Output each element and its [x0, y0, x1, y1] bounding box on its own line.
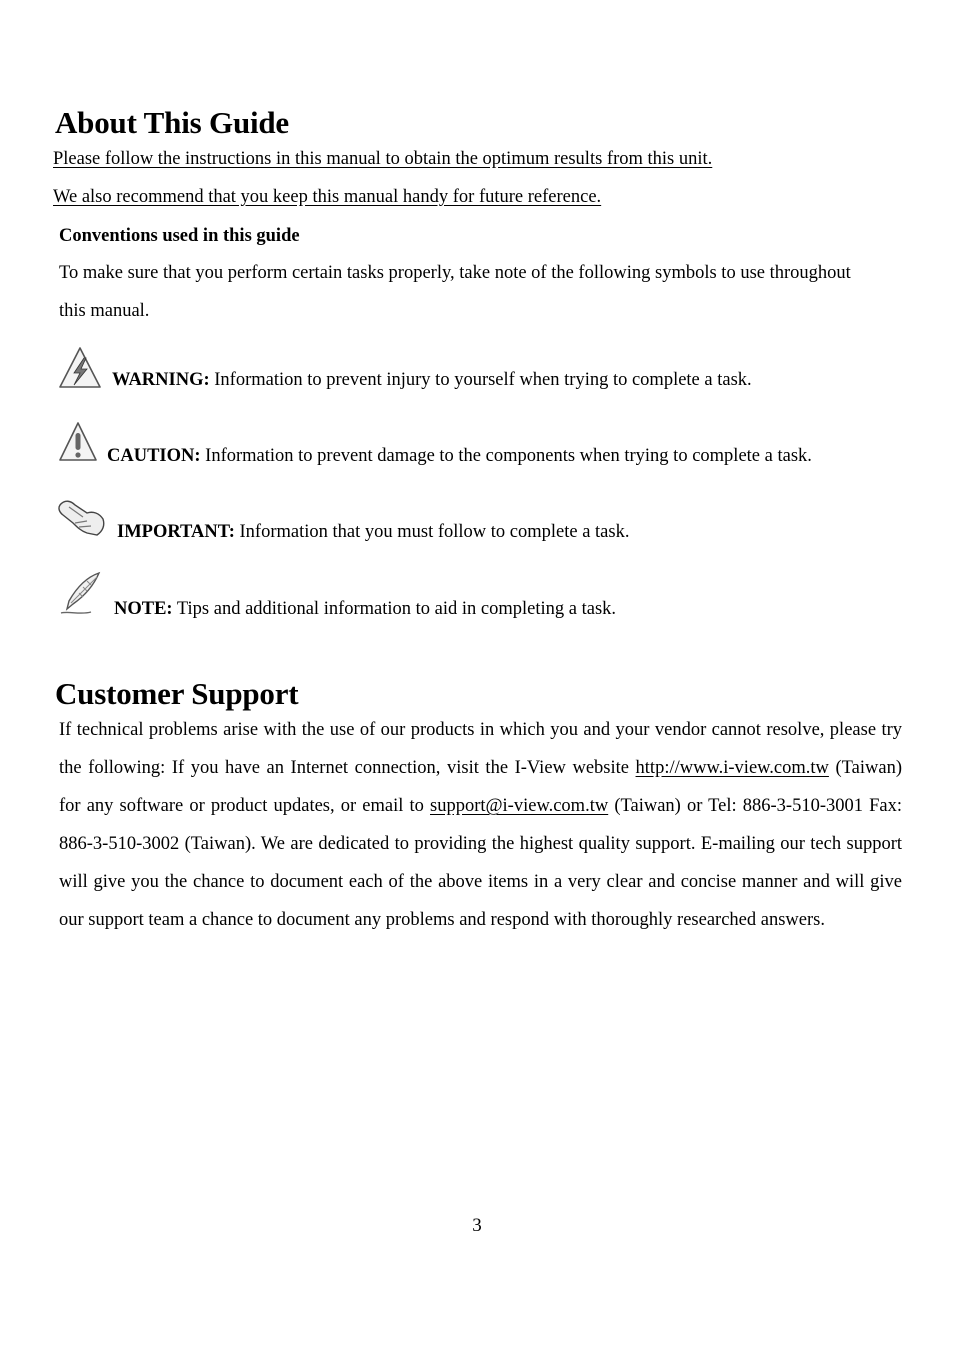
warning-lightning-icon	[57, 345, 103, 391]
warning-text: Information to prevent injury to yourself when trying to complete a task.	[209, 370, 752, 390]
intro-line-1: Please follow the instructions in this manual to obtain the optimum results from this unit.	[53, 149, 713, 169]
conventions-line-2: this manual.	[59, 301, 150, 321]
intro-line-2: We also recommend that you keep this manual handy for future reference.	[53, 187, 602, 207]
about-title: About This Guide	[55, 105, 289, 140]
important-label: IMPORTANT:	[117, 522, 235, 542]
page-number: 3	[472, 1215, 482, 1236]
note-quill-icon	[57, 571, 105, 619]
caution-text: Information to prevent damage to the components when trying to complete a task.	[200, 446, 812, 466]
email-link[interactable]: support@i-view.com.tw	[430, 796, 609, 816]
support-title: Customer Support	[55, 676, 299, 711]
caution-exclamation-icon	[57, 421, 99, 463]
support-paragraph: If technical problems arise with the use of our products in which you and your vendor cannot resolve, please try the following: If you have an Internet connection, visit the I-View website http://www.i-view.com.tw (Taiwan) for any software or product updates, or email to support@i-view.com.tw (Taiwan) or Tel: 886-3-510-3001 Fax: 886-3-510-3002 (Taiwan). We are dedicated to providing the highest quality support. E-mailing our tech support will give you the chance to document each of the above items in a very clear and concise manner and will give our support team a chance to document any problems and respond with thoroughly researched answers.	[59, 720, 902, 930]
note-text: Tips and additional information to aid in completing a task.	[172, 599, 617, 619]
website-link[interactable]: http://www.i-view.com.tw	[635, 758, 829, 778]
warning-label: WARNING:	[112, 370, 210, 390]
conventions-heading: Conventions used in this guide	[59, 226, 300, 246]
important-hand-icon	[57, 497, 107, 539]
caution-label: CAUTION:	[107, 446, 201, 466]
conventions-line-1: To make sure that you perform certain tasks properly, take note of the following symbols to use throughout	[59, 263, 851, 283]
note-label: NOTE:	[114, 599, 173, 619]
important-text: Information that you must follow to complete a task.	[234, 522, 630, 542]
